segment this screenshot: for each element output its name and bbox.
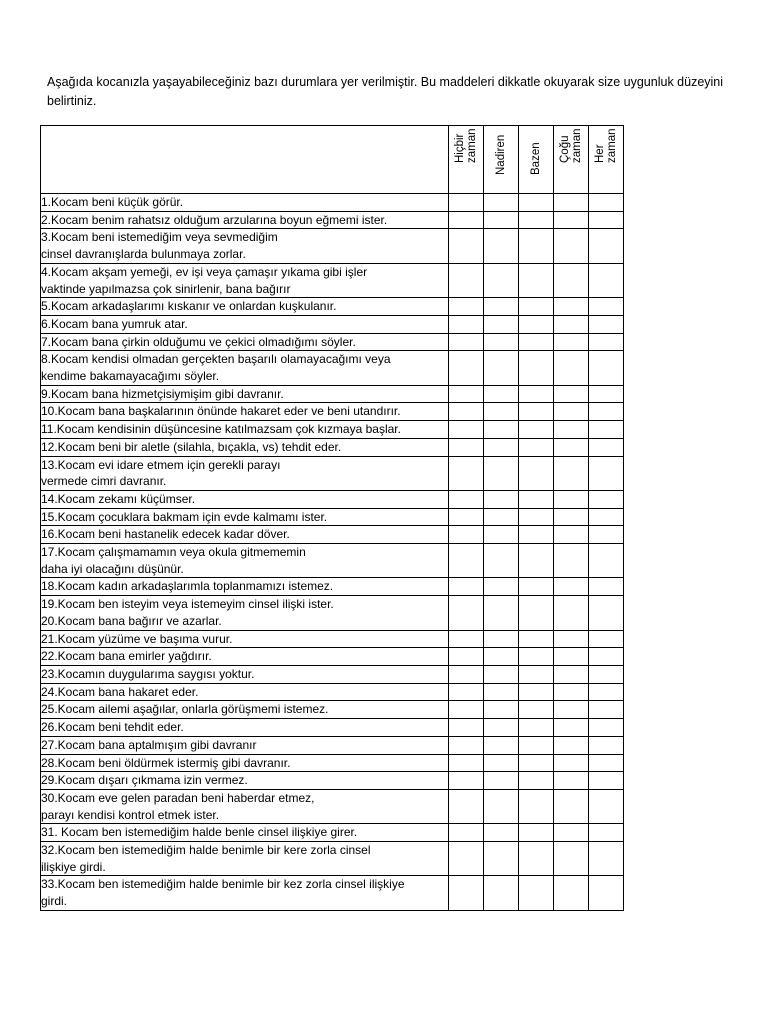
item-text: 24.Kocam bana hakaret eder. [41,684,199,699]
response-cell[interactable] [554,772,589,790]
response-cell[interactable] [554,526,589,544]
table-row [41,526,624,544]
item-text: 31. Kocam ben istemediğim halde benle cinsel ilişkiye girer. [41,825,358,840]
survey-body [41,194,624,911]
item-text: 12.Kocam beni bir aletle (silahla, bıçakla, vs) tehdit eder. [41,439,342,454]
response-cell[interactable] [484,789,519,823]
response-cell[interactable] [449,876,484,910]
response-cell[interactable] [589,456,624,490]
item-text: 27.Kocam bana aptalmışım gibi davranır [41,737,257,752]
item-text: 17.Kocam çalışmamamın veya okula gitmememin daha iyi olacağını düşünür. [41,545,306,576]
response-cell[interactable] [519,438,554,456]
table-row [41,824,624,842]
table-row [41,211,624,229]
item-cell [41,578,449,596]
response-cell[interactable] [589,544,624,578]
response-cell[interactable] [554,315,589,333]
table-row [41,842,624,876]
response-cell[interactable] [449,754,484,772]
item-cell [41,194,449,212]
col-header-label: zaman [606,128,618,163]
response-cell[interactable] [484,508,519,526]
table-row [41,229,624,263]
item-text: 4.Kocam akşam yemeği, ev işi veya çamaşır yıkama gibi işler vaktinde yapılmazsa çok sinirlenir, bana bağırır [41,264,368,296]
response-cell[interactable] [449,701,484,719]
table-row [41,665,624,683]
response-cell[interactable] [554,876,589,910]
response-cell[interactable] [589,596,624,630]
col-header-cogu-zaman [554,126,589,194]
response-cell[interactable] [589,229,624,263]
response-cell[interactable] [589,438,624,456]
response-cell[interactable] [589,508,624,526]
response-cell[interactable] [589,701,624,719]
table-row [41,315,624,333]
response-cell[interactable] [449,824,484,842]
response-cell[interactable] [484,630,519,648]
item-cell [41,526,449,544]
response-cell[interactable] [519,876,554,910]
table-row [41,772,624,790]
item-cell [41,596,449,630]
response-cell[interactable] [449,578,484,596]
item-cell [41,508,449,526]
response-cell[interactable] [519,701,554,719]
item-text: 8.Kocam kendisi olmadan gerçekten başarılı olamayacağımı veya kendime bakamayacağımı söyler. [41,352,391,384]
response-cell[interactable] [554,385,589,403]
item-cell [41,385,449,403]
response-cell[interactable] [449,508,484,526]
item-cell [41,772,449,790]
response-cell[interactable] [519,333,554,351]
item-cell [41,333,449,351]
item-text: 19.Kocam ben isteyim veya istemeyim cinsel ilişki ister. 20.Kocam bana bağırır ve azarlar. [41,597,334,628]
response-cell[interactable] [449,772,484,790]
response-cell[interactable] [519,263,554,297]
table-row [41,438,624,456]
col-header-her-zaman [589,126,624,194]
item-text: 14.Kocam zekamı küçümser. [41,491,196,506]
response-cell[interactable] [554,754,589,772]
response-cell[interactable] [449,456,484,490]
item-text: 1.Kocam beni küçük görür. [41,195,184,209]
item-text: 18.Kocam kadın arkadaşlarımla toplanmamızı istemez. [41,579,334,594]
col-header-label: zaman [466,128,478,163]
item-cell [41,421,449,439]
response-cell[interactable] [589,403,624,421]
response-cell[interactable] [554,229,589,263]
response-cell[interactable] [554,298,589,316]
response-cell[interactable] [589,263,624,297]
response-cell[interactable] [589,772,624,790]
response-cell[interactable] [484,229,519,263]
response-cell[interactable] [589,648,624,666]
response-cell[interactable] [589,876,624,910]
response-cell[interactable] [519,526,554,544]
table-row [41,508,624,526]
response-cell[interactable] [554,701,589,719]
response-cell[interactable] [554,648,589,666]
table-row [41,490,624,508]
response-cell[interactable] [519,403,554,421]
response-cell[interactable] [484,648,519,666]
item-cell [41,754,449,772]
response-cell[interactable] [589,333,624,351]
response-cell[interactable] [554,842,589,876]
response-cell[interactable] [519,719,554,737]
table-row [41,333,624,351]
response-cell[interactable] [484,842,519,876]
response-cell[interactable] [519,754,554,772]
header-blank-cell [41,126,449,194]
response-cell[interactable] [554,544,589,578]
item-text: 2.Kocam benim rahatsız olduğum arzularına boyun eğmemi ister. [41,212,388,227]
col-header-label: Bazen [530,142,542,175]
response-cell[interactable] [519,351,554,385]
item-text: 26.Kocam beni tehdit eder. [41,720,184,735]
table-row [41,298,624,316]
table-row [41,194,624,212]
response-cell[interactable] [554,665,589,683]
item-cell [41,298,449,316]
response-cell[interactable] [519,211,554,229]
item-text: 15.Kocam çocuklara bakmam için evde kalmamı ister. [41,509,328,524]
response-cell[interactable] [589,421,624,439]
response-cell[interactable] [484,351,519,385]
header-row [41,126,624,194]
table-row [41,701,624,719]
item-cell [41,263,449,297]
response-cell[interactable] [484,298,519,316]
response-cell[interactable] [589,194,624,212]
response-cell[interactable] [554,736,589,754]
response-cell[interactable] [589,736,624,754]
response-cell[interactable] [589,315,624,333]
response-cell[interactable] [484,526,519,544]
response-cell[interactable] [519,683,554,701]
item-cell [41,789,449,823]
response-cell[interactable] [554,351,589,385]
response-cell[interactable] [554,456,589,490]
item-text: 5.Kocam arkadaşlarımı kıskanır ve onlardan kuşkulanır. [41,299,337,314]
item-cell [41,490,449,508]
item-cell [41,701,449,719]
item-cell [41,229,449,263]
response-cell[interactable] [589,630,624,648]
response-cell[interactable] [589,789,624,823]
item-text: 29.Kocam dışarı çıkmama izin vermez. [41,773,248,788]
col-header-label: Nadiren [495,134,507,175]
response-cell[interactable] [484,544,519,578]
response-cell[interactable] [589,665,624,683]
response-cell[interactable] [449,596,484,630]
response-cell[interactable] [449,438,484,456]
table-row [41,719,624,737]
item-text: 22.Kocam bana emirler yağdırır. [41,649,212,664]
response-cell[interactable] [449,351,484,385]
response-cell[interactable] [484,772,519,790]
table-row [41,385,624,403]
table-row [41,648,624,666]
table-row [41,754,624,772]
item-text: 9.Kocam bana hizmetçisiymişim gibi davranır. [41,386,284,401]
response-cell[interactable] [484,754,519,772]
item-cell [41,403,449,421]
item-text: 33.Kocam ben istemediğim halde benimle bir kez zorla cinsel ilişkiye girdi. [41,877,405,909]
item-cell [41,648,449,666]
item-text: 3.Kocam beni istemediğim veya sevmediğim cinsel davranışlarda bulunmaya zorlar. [41,230,278,262]
item-text: 10.Kocam bana başkalarının önünde hakaret eder ve beni utandırır. [41,404,401,419]
item-cell [41,683,449,701]
response-cell[interactable] [519,736,554,754]
response-cell[interactable] [554,789,589,823]
response-cell[interactable] [484,315,519,333]
item-text: 6.Kocam bana yumruk atar. [41,316,188,331]
response-cell[interactable] [554,719,589,737]
response-cell[interactable] [554,194,589,212]
response-cell[interactable] [449,789,484,823]
response-cell[interactable] [554,596,589,630]
instructions-text: Aşağıda kocanızla yaşayabileceğiniz bazı durumlara yer verilmiştir. Bu maddeleri dikkatle okuyarak size uygunluk düzeyini belirtiniz. [47,75,724,108]
response-cell[interactable] [484,736,519,754]
response-cell[interactable] [449,421,484,439]
response-cell[interactable] [519,596,554,630]
response-cell[interactable] [589,578,624,596]
item-cell [41,719,449,737]
response-cell[interactable] [449,298,484,316]
col-header-label: Hiçbir [454,133,466,163]
item-text: 23.Kocamın duygularıma saygısı yoktur. [41,666,255,681]
response-cell[interactable] [449,683,484,701]
response-cell[interactable] [449,315,484,333]
response-cell[interactable] [449,719,484,737]
response-cell[interactable] [484,456,519,490]
table-row [41,403,624,421]
response-cell[interactable] [519,315,554,333]
response-cell[interactable] [554,403,589,421]
table-row [41,789,624,823]
response-cell[interactable] [589,824,624,842]
response-cell[interactable] [589,842,624,876]
response-cell[interactable] [484,701,519,719]
response-cell[interactable] [519,630,554,648]
item-cell [41,438,449,456]
response-cell[interactable] [484,578,519,596]
item-text: 7.Kocam bana çirkin olduğumu ve çekici olmadığımı söyler. [41,334,356,349]
response-cell[interactable] [554,490,589,508]
response-cell[interactable] [449,736,484,754]
response-cell[interactable] [484,438,519,456]
response-cell[interactable] [519,772,554,790]
response-cell[interactable] [484,683,519,701]
response-cell[interactable] [519,842,554,876]
col-header-hicbir-zaman [449,126,484,194]
response-cell[interactable] [484,719,519,737]
response-cell[interactable] [589,211,624,229]
response-cell[interactable] [519,665,554,683]
response-cell[interactable] [554,211,589,229]
table-row [41,456,624,490]
response-cell[interactable] [449,403,484,421]
response-cell[interactable] [519,578,554,596]
response-cell[interactable] [589,754,624,772]
response-cell[interactable] [449,263,484,297]
response-cell[interactable] [554,578,589,596]
table-row [41,544,624,578]
item-cell [41,736,449,754]
response-cell[interactable] [484,596,519,630]
response-cell[interactable] [554,508,589,526]
response-cell[interactable] [449,385,484,403]
response-cell[interactable] [484,876,519,910]
response-cell[interactable] [449,665,484,683]
response-cell[interactable] [554,630,589,648]
response-cell[interactable] [519,544,554,578]
item-text: 21.Kocam yüzüme ve başıma vurur. [41,631,233,646]
item-cell [41,824,449,842]
response-cell[interactable] [484,333,519,351]
col-header-label: Çoğu [559,135,571,163]
response-cell[interactable] [519,789,554,823]
response-cell[interactable] [554,263,589,297]
response-cell[interactable] [484,421,519,439]
response-cell[interactable] [589,719,624,737]
response-cell[interactable] [484,824,519,842]
table-row [41,683,624,701]
response-cell[interactable] [484,194,519,212]
response-cell[interactable] [554,683,589,701]
item-text: 16.Kocam beni hastanelik edecek kadar döver. [41,527,290,542]
response-cell[interactable] [519,229,554,263]
col-header-bazen [519,126,554,194]
response-cell[interactable] [519,421,554,439]
response-cell[interactable] [554,824,589,842]
response-cell[interactable] [519,298,554,316]
response-cell[interactable] [449,648,484,666]
item-text: 11.Kocam kendisinin düşüncesine katılmazsam çok kızmaya başlar. [41,422,401,437]
item-cell [41,456,449,490]
response-cell[interactable] [449,194,484,212]
table-row [41,351,624,385]
table-row [41,876,624,910]
response-cell[interactable] [519,456,554,490]
item-cell [41,544,449,578]
table-row [41,578,624,596]
response-cell[interactable] [554,438,589,456]
response-cell[interactable] [449,842,484,876]
response-cell[interactable] [589,385,624,403]
item-cell [41,665,449,683]
response-cell[interactable] [519,385,554,403]
response-cell[interactable] [449,490,484,508]
item-text: 28.Kocam beni öldürmek istermiş gibi davranır. [41,755,291,770]
response-cell[interactable] [484,665,519,683]
table-row [41,630,624,648]
item-text: 25.Kocam ailemi aşağılar, onlarla görüşmemi istemez. [41,702,329,717]
response-cell[interactable] [484,385,519,403]
response-cell[interactable] [449,211,484,229]
col-header-nadiren [484,126,519,194]
response-cell[interactable] [519,194,554,212]
response-cell[interactable] [589,683,624,701]
survey-table [40,125,624,911]
item-cell [41,876,449,910]
table-row [41,596,624,630]
response-cell[interactable] [449,229,484,263]
response-cell[interactable] [519,508,554,526]
response-cell[interactable] [484,263,519,297]
item-text: 32.Kocam ben istemediğim halde benimle bir kere zorla cinsel ilişkiye girdi. [41,843,371,874]
response-cell[interactable] [484,490,519,508]
col-header-label: Her [594,144,606,163]
item-cell [41,211,449,229]
table-row [41,263,624,297]
item-cell [41,630,449,648]
response-cell[interactable] [519,824,554,842]
response-cell[interactable] [484,403,519,421]
item-text: 30.Kocam eve gelen paradan beni haberdar etmez, parayı kendisi kontrol etmek ister. [41,790,315,822]
item-text: 13.Kocam evi idare etmem için gerekli parayı vermede cimri davranır. [41,457,281,489]
response-cell[interactable] [589,526,624,544]
response-cell[interactable] [449,526,484,544]
response-cell[interactable] [589,490,624,508]
response-cell[interactable] [519,490,554,508]
response-cell[interactable] [554,333,589,351]
table-row [41,421,624,439]
response-cell[interactable] [554,421,589,439]
item-cell [41,315,449,333]
response-cell[interactable] [589,351,624,385]
response-cell[interactable] [449,544,484,578]
col-header-label: zaman [571,128,583,163]
item-cell [41,842,449,876]
table-row [41,736,624,754]
response-cell[interactable] [589,298,624,316]
response-cell[interactable] [449,333,484,351]
response-cell[interactable] [519,648,554,666]
response-cell[interactable] [484,211,519,229]
response-cell[interactable] [449,630,484,648]
item-cell [41,351,449,385]
